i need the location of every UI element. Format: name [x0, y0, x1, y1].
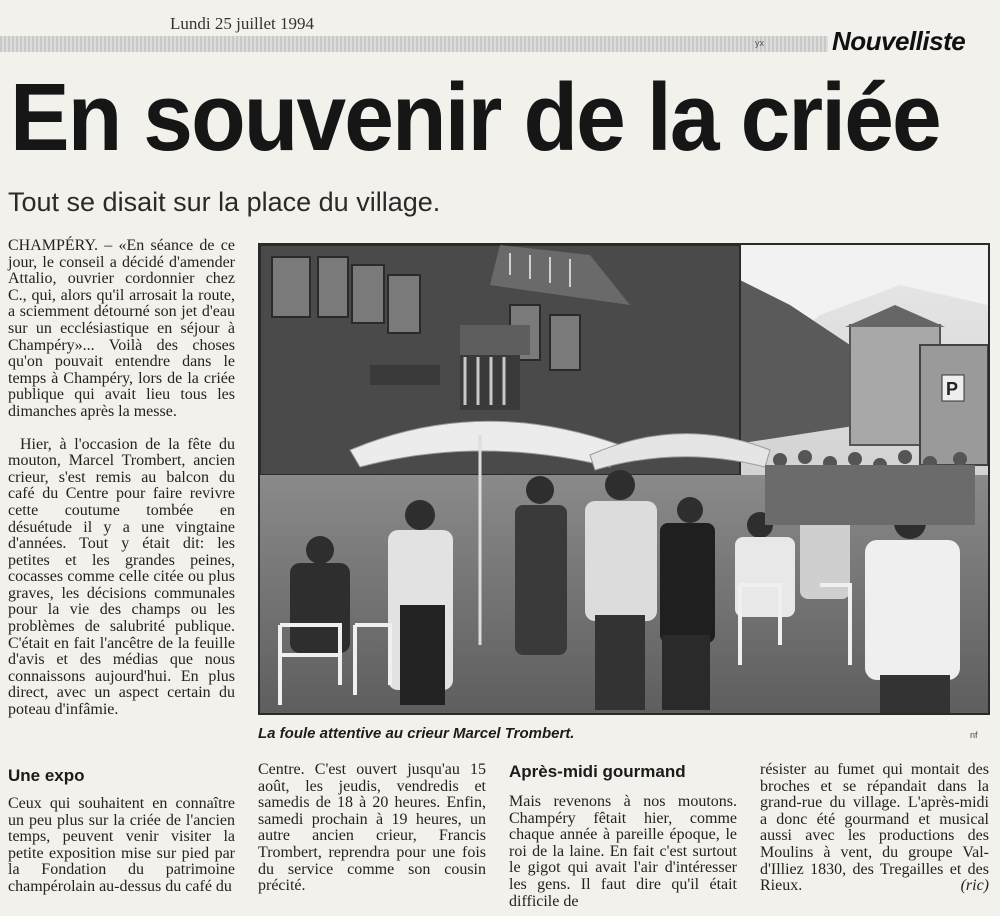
street-photo [258, 243, 990, 715]
photo-credit: nf [970, 730, 978, 740]
column-1-continued [8, 796, 235, 896]
crowd-scene-illustration [260, 245, 988, 713]
paragraph-intro: CHAMPÉRY. – «En séance de ce jour, le conseil a décidé d'amender Attalio, ouvrier cordonnier chez C., qui, alors qu'il arrosait la route, a sciemment détourné son jet d'eau sur un ecclésiastique en séjour à Champéry»... Voilà des choses qu'on pouvait entendre dans le temps à Champéry, lors de la criée publique qui avait lieu tous les dimanches après la messe. [8, 237, 235, 420]
section-title-gourmand: Après-midi gourmand [509, 762, 686, 781]
article-headline: En souvenir de la criée [10, 64, 940, 171]
paragraph-expo-hours: Centre. C'est ouvert jusqu'au 15 août, les jeudis, vendredis et samedis de 18 à 20 heures. Enfin, samedi prochain à 19 heures, un autre ancien crieur, Francis Trombert, reprendra pour une fois du service comme son cousin précité. [258, 761, 486, 895]
section-title-expo: Une expo [8, 766, 85, 785]
small-mark: yx [755, 38, 764, 48]
paragraph-fumet-text: résister au fumet qui montait des broches et se répandait dans la grand-rue du village. L'après-midi a donc été gourmand et musical aussi avec les productions des Moulins à vent, du groupe Val-d'Illiez 1830, des Tregailles et des Rieux. [760, 761, 989, 895]
paragraph-fumet [760, 762, 989, 895]
author-signature: (ric) [960, 877, 989, 895]
paragraph-moutons: Mais revenons à nos moutons. Champéry fêtait hier, comme chaque année à pareille époque, le roi de la laine. En fait c'est surtout le gigot qui avait l'air d'intéresser les gens. Il faut dire qu'il était difficile de [509, 793, 737, 910]
dateline: Lundi 25 juillet 1994 [170, 14, 315, 33]
column-4 [760, 762, 989, 895]
column-3 [509, 794, 737, 910]
header-rule [0, 36, 828, 52]
article-subhead: Tout se disait sur la place du village. [8, 187, 441, 217]
photo-caption: La foule attentive au crieur Marcel Trombert. [258, 725, 575, 742]
paragraph-expo: Ceux qui souhaitent en connaître un peu plus sur la criée de l'ancien temps, peuvent venir visiter la petite exposition mise sur pied par la Fondation du patrimoine champérolain au-dessus du café du [8, 795, 235, 895]
column-2 [258, 762, 486, 895]
parking-sign: P [946, 379, 959, 399]
newspaper-brand: Nouvelliste [832, 26, 966, 56]
paragraph-fete: Hier, à l'occasion de la fête du mouton, Marcel Trombert, ancien crieur, s'est remis au balcon du café du Centre pour faire revivre cette coutume tombée en désuétude il y a une vingtaine d'années. Tout y était dit: les petites et les grandes peines, cocasses comme celle citée ou plus graves, les décisions communales pour la vie des champs ou les problèmes de salubrité publique. C'était en fait l'ancêtre de la feuille d'avis et des médias que nous connaissons aujourd'hui. En plus direct, avec un aspect certain du poteau d'infâmie. [8, 435, 235, 719]
column-1 [8, 238, 235, 719]
